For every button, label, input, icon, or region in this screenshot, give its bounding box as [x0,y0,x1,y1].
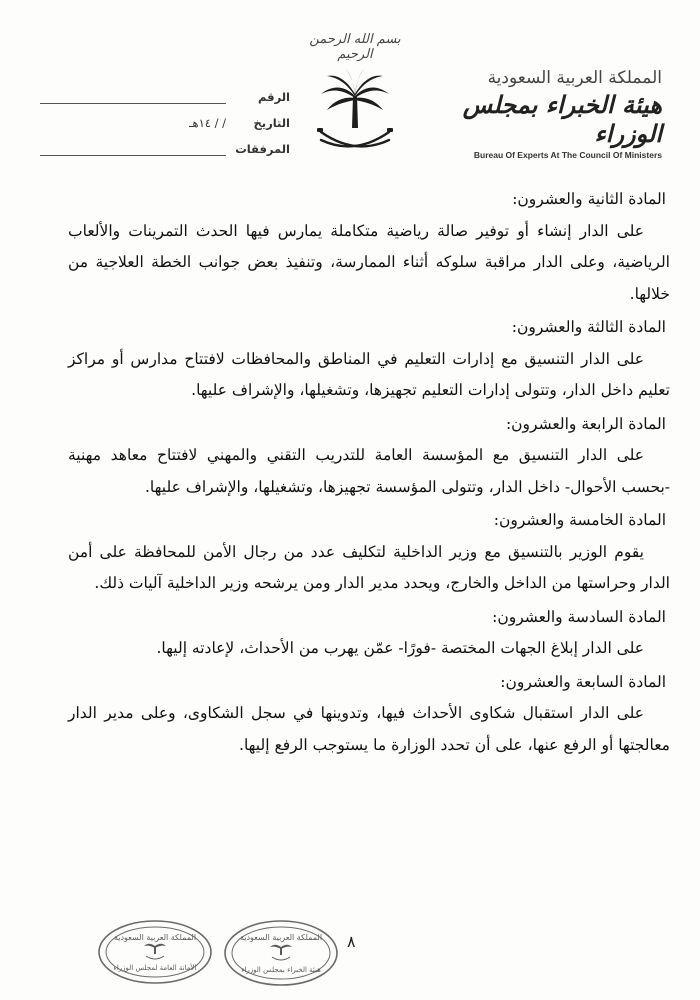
article-title: المادة الرابعة والعشرون: [505,414,666,433]
bureau-name-english: Bureau Of Experts At The Council Of Ministers [473,150,662,160]
document-body [68,184,670,763]
letterhead-org [432,68,662,160]
article-title: المادة السادسة والعشرون: [492,607,666,626]
svg-text:الأمانة العامة لمجلس الوزراء: الأمانة العامة لمجلس الوزراء [113,964,197,972]
attachments-label: المرفقات [235,142,290,156]
svg-text:المملكة العربية السعودية: المملكة العربية السعودية [239,933,323,942]
article [68,409,670,504]
official-seal-left [96,918,214,986]
country-name: المملكة العربية السعودية [487,68,662,88]
date-row [40,104,290,130]
article-title: المادة الثالثة والعشرون: [511,318,666,336]
article-text: يقوم الوزير بالتنسيق مع وزير الداخلية لتكليف عدد من رجال الأمن للمحافظة على أمن الدار وحراستها من الداخل والخارج، ويحدد مدير الدار ومن يرشحه وزير الداخلية آليات ذلك. [68,542,670,592]
svg-text:المملكة العربية السعودية: المملكة العربية السعودية [113,933,197,942]
letterhead-emblem-block [300,32,410,158]
article [68,184,670,310]
reference-fields [40,78,290,156]
article [68,505,670,600]
attachments-line [40,143,226,156]
article-title: المادة الخامسة والعشرون: [493,511,666,529]
page-number: ٨ [347,932,356,951]
article-text: على الدار التنسيق مع المؤسسة العامة للتدريب التقني والمهني لافتتاح معاهد مهنية -بحسب الأحوال- داخل الدار، وتتولى المؤسسة تجهيزها، وتشغيلها، والإشراف عليها. [68,446,670,496]
article-text: على الدار استقبال شكاوى الأحداث فيها، وتدوينها في سجل الشكاوى، وعلى مدير الدار معالجتها أو الرفع عنها، على أن تحدد الوزارة ما يستوجب الرفع إليها. [68,704,670,754]
attachments-row [40,130,290,156]
article-title: المادة الثانية والعشرون: [512,190,666,208]
article [68,667,670,762]
article [68,312,670,407]
ref-number-row [40,78,290,104]
date-label: التاريخ [253,116,290,130]
ref-number-line [40,91,226,104]
article-text: على الدار إبلاغ الجهات المختصة -فورًا- عمّن يهرب من الأحداث، لإعادته إليها. [156,639,644,657]
seal-right-icon [222,918,340,988]
article [68,602,670,665]
basmala: بسم الله الرحمن الرحيم [309,32,401,62]
article-title: المادة السابعة والعشرون: [500,672,666,691]
bureau-name-arabic: هيئة الخبراء بمجلس الوزراء [462,90,662,148]
article-text: على الدار التنسيق مع إدارات التعليم في المناطق والمحافظات لافتتاح مدارس أو مراكز تعليم داخل الدار، وتتولى إدارات التعليم تجهيزها، وتشغيلها، والإشراف عليها. [68,349,670,399]
article-text: على الدار إنشاء أو توفير صالة رياضية متكاملة يمارس فيها الحدث التمرينات والألعاب الرياضية، وعلى الدار مراقبة سلوكه أثناء الممارسة، وتنفيذ بعض جوانب الخطة العلاجية من خلالها. [68,221,670,303]
seal-left-icon [96,918,214,986]
official-seal-right [222,918,340,988]
ref-number-label: الرقم [258,90,290,104]
date-value: / / ١٤هـ [189,116,226,130]
svg-text:هيئة الخبراء بمجلس الوزراء: هيئة الخبراء بمجلس الوزراء [241,966,321,974]
palm-swords-emblem-icon [313,66,397,158]
